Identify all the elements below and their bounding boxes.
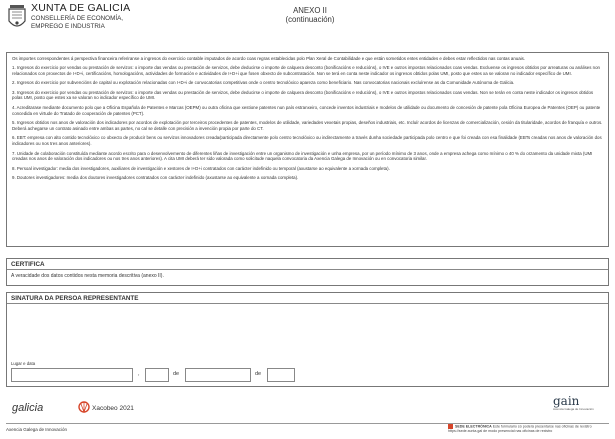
footer-logos [0,393,615,423]
certifica-section [6,258,609,286]
xacobeo-logo [78,399,148,420]
day-input[interactable] [145,368,169,382]
notes-box [6,52,609,247]
note-item-3: 3. Ingresos do exercicio por vendas ou prestación de servizos: o importe das vendas ou prestación de servizos, debe deducirse o importe de calquera desconto (bonificacións e reducións), o IVE e outros impostos relacionados coas vendas. Non se terán en conta neste indicador os ingresos obtidos polas UMI, posto que estes xa se valoran no indicador específico de UMI. [12,90,594,101]
note-item-9: 9. Doutores investigadores: media dos doutores investigadores contratados con carácter indefinido (axustarse ao equivalente a xornada completa). [12,175,299,181]
note-item-2: 2. Ingresos do exercicio por subvencións de capital ou explotación relacionadas con I+D+i de convocatorias competitivas onde o centro tecnolóxico apareza como beneficiario. Nas convocatorias nacionais excluírense as da Comunidade Autónoma de Galicia. [12,80,515,86]
year-input[interactable] [267,368,295,382]
de-separator-2: de [255,371,262,377]
page-header [0,0,615,40]
note-item-1: 1. Ingresos do exercicio por vendas ou prestación de servizos: o importe das vendas ou prestación de servizos, debe deducirse o importe de calquera desconto (bonificacións e reducións), o IVE e outros impostos relacionados coas vendas. Excluense os ingresos obtidos por arreaturas ou análises non relacionados con proxectos de I+D+i, certificacións, homologacións, actividades de formación e actividades de I+D+i que fosen obxecto de subcontratación. Non se terá en conta neste indicador os ingresos obtidos polas UMI, posto que estes xa se valoran no indicador específico de UMI. [12,65,600,76]
svg-text:Xacobeo 2021: Xacobeo 2021 [92,405,134,412]
xunta-shield-icon [6,3,28,33]
note-item-7: 7. Unidade de colaboración constituída mediante acordo escrito para o desenvolvemento de diferentes liñas de investigación entre un organismo de investigación e unha empresa, por un período mínimo de 3 anos, onde a empresa achega como mínimo o 40 % do orzamento da unidade mixta (UMI creadas nos anos de valoración dos indicadores ou nos tres anos anteriores). A cita UMI deberá ter sido valorada como solicitude naquela convocatoria da Axencia Galega de Innovación ou en convocatoria similar. [12,150,593,161]
note-item-6: 6. EBT: empresa con alto contido tecnolóxico co obxecto de producir bens ou servizos innovadores creada/participada directamente polo centro tecnolóxico ou indirectamente a través dunha sociedade participada polo centro e que foi creada con esa finalidade (EBTs creadas nos anos de valoración dos indicadores ou nos tres anos anteriores). [12,135,602,146]
month-input[interactable] [185,368,251,382]
signature-heading: SINATURA DA PERSOA REPRESENTANTE [7,293,608,304]
sede-notice: SEDE ELECTRÓNICA Este formulario só poderá presentarse nas oficinas de rexistro https://sede.xunta.gal de modo presencial nas oficinas de rexistro [448,424,592,433]
org-subtitle: CONSELLERÍA DE ECONOMÍA, EMPREGO E INDUSTRIA [31,15,124,30]
note-item-4: 4. Acreditarase mediante documento polo que a Oficina Española de Patentes e Marcas (OEPM) ou outra oficina que xestione patentes nun país estranxeiro, concede inventos industriais e modelos de utilidade ou documento de concesión de patente pola Oficina Europea de Patentes (OEP) ou patente concedida en virtude do Tratado de cooperación de patentes (PCT). [12,105,601,116]
agency-name: Axencia Galega de Innovación [6,427,68,432]
scallop-shell-icon [79,402,89,412]
certifica-heading: CERTIFICA [7,259,608,270]
de-separator-1: de [173,371,180,377]
annex-title: ANEXO II (continuación) [285,6,335,24]
certifica-text: A veracidade dos datos contidos nesta memoria descritiva (anexo II). [11,273,164,279]
comma-separator: , [138,371,140,377]
svg-text:galicia: galicia [12,402,44,414]
org-title: XUNTA DE GALICIA [31,2,131,14]
signature-section [6,292,609,387]
gain-logo: gain Axencia Galega de Innovación [553,394,594,411]
place-input[interactable] [11,368,133,382]
notes-intro: Os importes correspondentes á perspectiva financeira referiranse a ingresos do exercicio contable imputados de acordo coas regras establecidas polo Plan Xeral de Contabilidade e que están sometidos entes entidades e debes estar reflectidos nas contas anuais. [12,56,526,61]
galicia-logo [10,399,50,420]
note-item-8: 8. Persoal investigador: media dos investigadores, auxiliares de investigación e xestores de I+D+i contratados con carácter indefinido ou temporal (axustarse ao equivalente a xornada completa). [12,165,390,171]
place-date-label: Lugar e data [11,361,36,366]
note-item-5: 5. Ingresos obtidos nos anos de valoración dos indicadores por acordos de explotación por terceiros procedentes de patentes, modelos de utilidade, variedades vexetais propias, deseños industriais, etc. Incluír acordos de licenzas de comercialización, cesión da titularidade, acordos de franquía e outros. Deberá achegarse un contrato asinado entre ambas as partes, no cal se detalle con precisión a invención propia por parte do CT. [12,120,603,131]
